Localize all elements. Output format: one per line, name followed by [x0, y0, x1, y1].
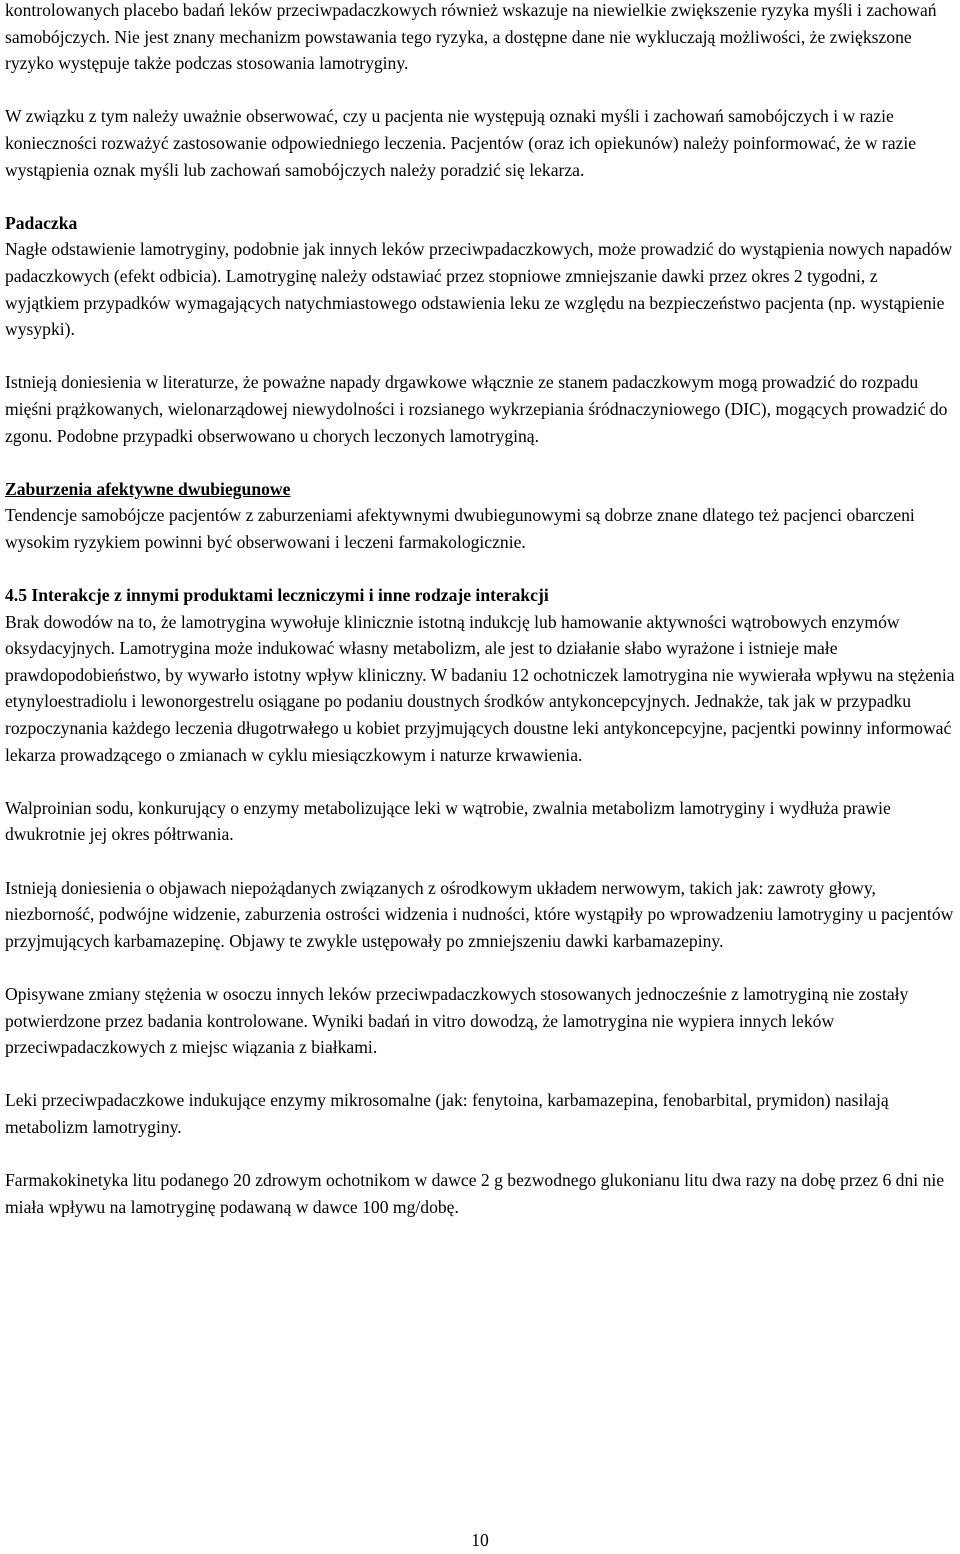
- paragraph-text: W związku z tym należy uważnie obserwować, czy u pacjenta nie występują oznaki myśli i zachowań samobójczych i w razie konieczności rozważyć zastosowanie odpowiedniego leczenia. Pacjentów (oraz ich opiekunów) należy poinformować, że w razie wystąpienia oznak myśli lub zachowań samobójczych należy poradzić się lekarza.: [5, 106, 917, 180]
- paragraph-text: Istnieją doniesienia w literaturze, że poważne napady drgawkowe włącznie ze stanem padaczkowym mogą prowadzić do rozpadu mięśni prążkowanych, wielonarządowej niewydolności i rozsianego wykrzepiania śródnaczyniowego (DIC), mogących prowadzić do zgonu. Podobne przypadki obserwowano u chorych leczonych lamotryginą.: [5, 372, 948, 446]
- paragraph-text: kontrolowanych placebo badań leków przeciwpadaczkowych również wskazuje na niewielkie zwiększenie ryzyka myśli i zachowań samobójczych. Nie jest znany mechanizm powstawania tego ryzyka, a dostępne dane nie wykluczają możliwości, że zwiększone ryzyko występuje także podczas stosowania lamotryginy.: [5, 0, 937, 74]
- paragraph-text: Brak dowodów na to, że lamotrygina wywołuje klinicznie istotną indukcję lub hamowanie aktywności wątrobowych enzymów oksydacyjnych. Lamotrygina może indukować własny metabolizm, ale jest to działanie słabo wyrażone i istnieje małe prawdopodobieństwo, by wywarło istotny wpływ kliniczny. W badaniu 12 ochotniczek lamotrygina nie wywierała wpływu na stężenia etynyloestradiolu i lewonorgestrelu osiągane po podaniu doustnych środków antykoncepcyjnych. Jednakże, tak jak w przypadku rozpoczynania każdego leczenia długotrwałego u kobiet przyjmujących doustne leki antykoncepcyjne, pacjentki powinny informować lekarza prowadzącego o zmianach w cyklu miesiączkowym i naturze krwawienia.: [5, 611, 955, 765]
- paragraph-text: Farmakokinetyka litu podanego 20 zdrowym ochotnikom w dawce 2 g bezwodnego glukonianu litu dwa razy na dobę przez 6 dni nie miała wpływu na lamotryginę podawaną w dawce 100 mg/dobę.: [5, 1170, 945, 1217]
- section-heading: Zaburzenia afektywne dwubiegunowe: [5, 478, 291, 499]
- section-epilepsy: [5, 210, 955, 343]
- section-heading: Padaczka: [5, 212, 78, 233]
- paragraph-valproate: [5, 795, 955, 848]
- paragraph-text: Istnieją doniesienia o objawach niepożądanych związanych z ośrodkowym układem nerwowym, takich jak: zawroty głowy, niezborność, podwójne widzenie, zaburzenia ostrości widzenia i nudności, które wystąpiły po wprowadzeniu lamotryginy u pacjentów przyjmujących karbamazepinę. Objawy te zwykle ustępowały po zmniejszeniu dawki karbamazepiny.: [5, 877, 954, 951]
- paragraph-plasma-levels: [5, 981, 955, 1061]
- paragraph-seizures: [5, 369, 955, 449]
- paragraph-carbamazepine: [5, 875, 955, 955]
- paragraph-lithium: [5, 1167, 955, 1220]
- section-interactions: [5, 582, 955, 768]
- paragraph-text: Nagłe odstawienie lamotryginy, podobnie jak innych leków przeciwpadaczkowych, może prowadzić do wystąpienia nowych napadów padaczkowych (efekt odbicia). Lamotryginę należy odstawiać przez stopniowe zmniejszanie dawki przez okres 2 tygodni, z wyjątkiem przypadków wymagających natychmiastowego odstawienia leku ze względu na bezpieczeństwo pacjenta (np. wystąpienie wysypki).: [5, 239, 953, 340]
- paragraph-suicide-risk: [5, 0, 955, 77]
- page-number: 10: [471, 1530, 489, 1550]
- paragraph-text: Leki przeciwpadaczkowe indukujące enzymy mikrosomalne (jak: fenytoina, karbamazepina, fenobarbital, prymidon) nasilają metabolizm lamotryginy.: [5, 1090, 889, 1137]
- paragraph-text: Opisywane zmiany stężenia w osoczu innych leków przeciwpadaczkowych stosowanych jednocześnie z lamotryginą nie zostały potwierdzone przez badania kontrolowane. Wyniki badań in vitro dowodzą, że lamotrygina nie wypiera innych leków przeciwpadaczkowych z miejsc wiązania z białkami.: [5, 983, 909, 1058]
- paragraph-text: Tendencje samobójcze pacjentów z zaburzeniami afektywnymi dwubiegunowymi są dobrze znane dlatego też pacjenci obarczeni wysokim ryzykiem powinni być obserwowani i leczeni farmakologicznie.: [5, 505, 915, 552]
- document-page: [5, 0, 955, 1247]
- section-heading: 4.5 Interakcje z innymi produktami leczniczymi i inne rodzaje interakcji: [5, 585, 549, 606]
- paragraph-observation: [5, 103, 955, 183]
- section-bipolar: [5, 476, 955, 556]
- paragraph-enzyme-inducers: [5, 1087, 955, 1140]
- paragraph-text: Walproinian sodu, konkurujący o enzymy metabolizujące leki w wątrobie, zwalnia metabolizm lamotryginy i wydłuża prawie dwukrotnie jej okres półtrwania.: [5, 797, 891, 845]
